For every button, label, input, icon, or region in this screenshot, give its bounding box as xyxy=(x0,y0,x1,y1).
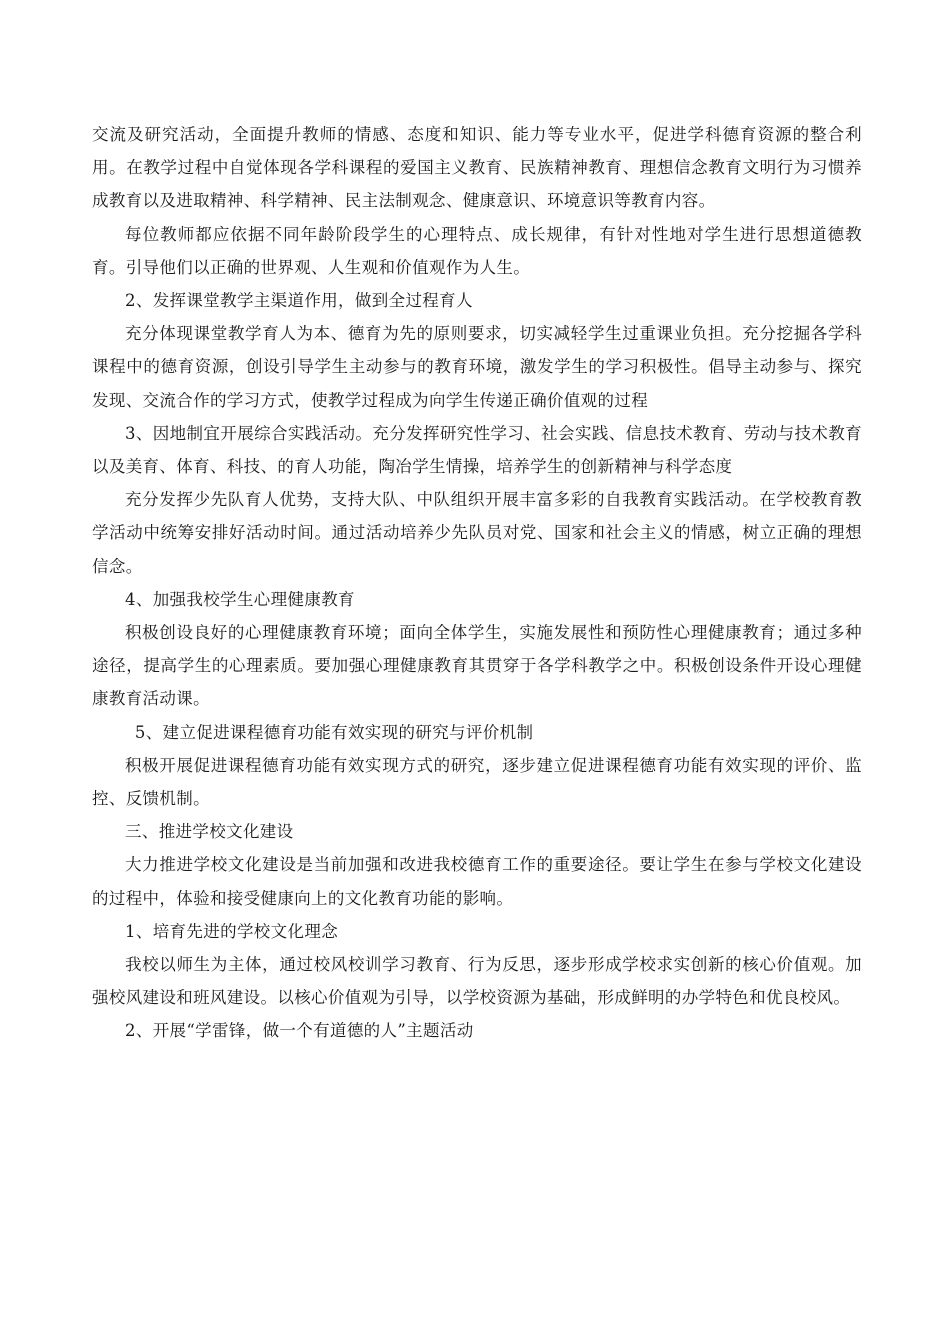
section-heading-school-culture: 三、推进学校文化建设 xyxy=(125,822,294,842)
heading-mental-health: 4、加强我校学生心理健康教育 xyxy=(125,589,355,609)
paragraph-school-culture: 大力推进学校文化建设是当前加强和改进我校德育工作的重要途径。要让学生在参与学校文化建设的过程中，体验和接受健康向上的文化教育功能的影响。 xyxy=(92,855,862,908)
heading-lei-feng-activity: 2、开展“学雷锋，做一个有道德的人”主题活动 xyxy=(125,1021,474,1041)
heading-classroom-teaching: 2、发挥课堂教学主渠道作用，做到全过程育人 xyxy=(125,291,473,311)
document-body xyxy=(92,118,862,1048)
paragraph-young-pioneers: 充分发挥少先队育人优势，支持大队、中队组织开展丰富多彩的自我教育实践活动。在学校教育教学活动中统筹安排好活动时间。通过活动培养少先队员对党、国家和社会主义的情感，树立正确的理想信念。 xyxy=(92,490,862,576)
paragraph-practice-activities: 3、因地制宜开展综合实践活动。充分发挥研究性学习、社会实践、信息技术教育、劳动与技术教育以及美育、体育、科技、的育人功能，陶冶学生情操，培养学生的创新精神与科学态度 xyxy=(92,423,862,477)
paragraph-teacher-guidance: 每位教师都应依据不同年龄阶段学生的心理特点、成长规律，有针对性地对学生进行思想道德教育。引导他们以正确的世界观、人生观和价值观作为人生。 xyxy=(92,224,862,277)
paragraph-continuation: 交流及研究活动，全面提升教师的情感、态度和知识、能力等专业水平，促进学科德育资源的整合利用。在教学过程中自觉体现各学科课程的爱国主义教育、民族精神教育、理想信念教育文明行为习惯养成教育以及进取精神、科学精神、民主法制观念、健康意识、环境意识等教育内容。 xyxy=(92,125,862,211)
paragraph-classroom-teaching: 充分体现课堂教学育人为本、德育为先的原则要求，切实减轻学生过重课业负担。充分挖掘各学科课程中的德育资源，创设引导学生主动参与的教育环境，激发学生的学习积极性。倡导主动参与、探究发现、交流合作的学习方式，使教学过程成为向学生传递正确价值观的过程 xyxy=(92,324,862,410)
paragraph-mental-health: 积极创设良好的心理健康教育环境；面向全体学生，实施发展性和预防性心理健康教育；通过多种途径，提高学生的心理素质。要加强心理健康教育其贯穿于各学科教学之中。积极创设条件开设心理健康教育活动课。 xyxy=(92,623,862,709)
heading-culture-concept: 1、培育先进的学校文化理念 xyxy=(125,921,339,941)
paragraph-evaluation-mechanism: 积极开展促进课程德育功能有效实现方式的研究，逐步建立促进课程德育功能有效实现的评价、监控、反馈机制。 xyxy=(92,755,862,809)
paragraph-culture-concept: 我校以师生为主体，通过校风校训学习教育、行为反思，逐步形成学校求实创新的核心价值观。加强校风建设和班风建设。以核心价值观为引导，以学校资源为基础，形成鲜明的办学特色和优良校风。 xyxy=(92,955,862,1008)
heading-evaluation-mechanism: 5、建立促进课程德育功能有效实现的研究与评价机制 xyxy=(134,722,534,742)
